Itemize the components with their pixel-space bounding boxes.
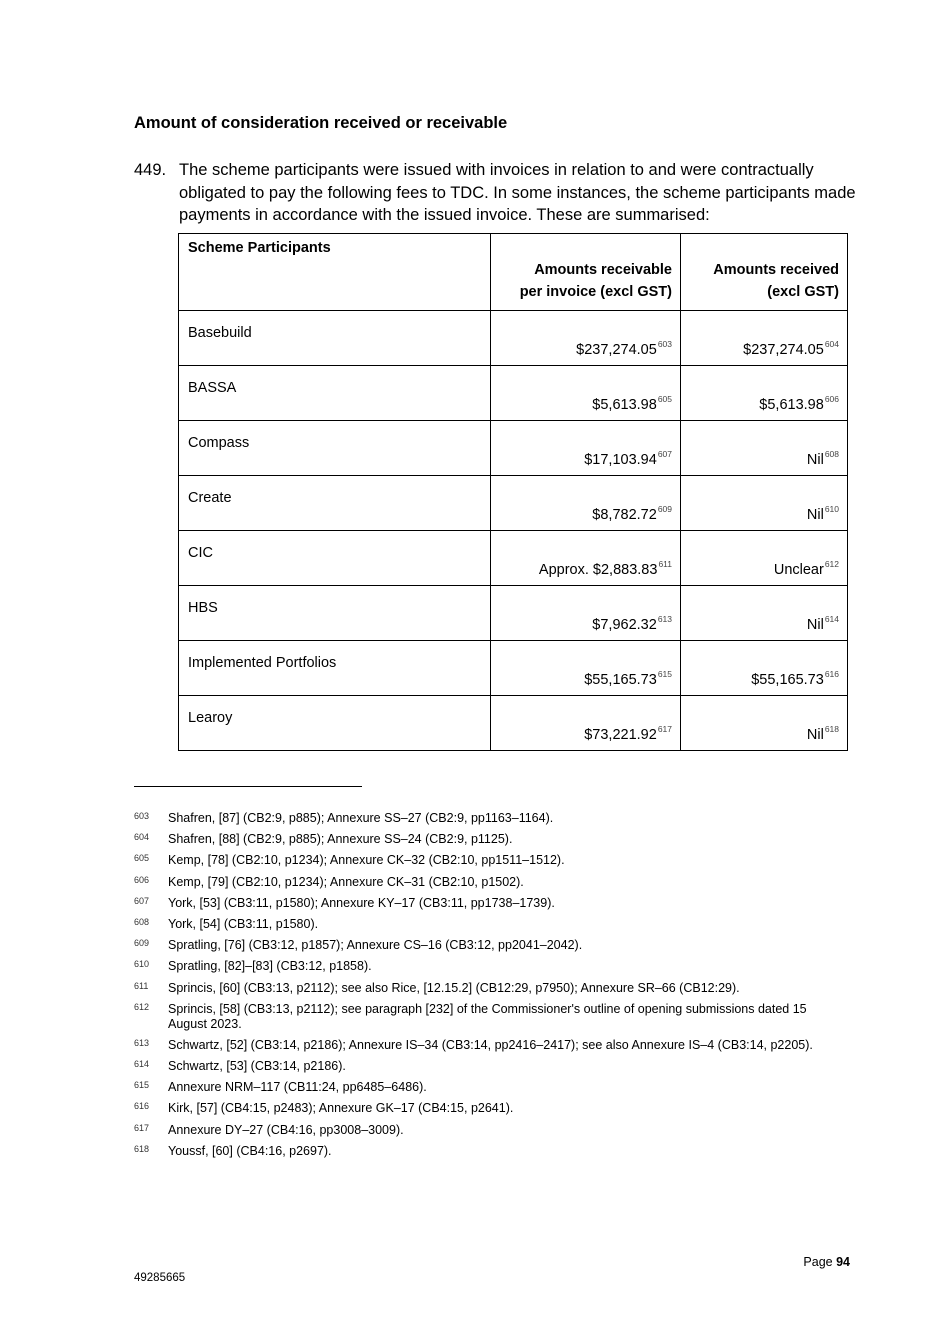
footnote-number: 618 — [134, 1143, 150, 1154]
page-label: Page — [803, 1255, 833, 1269]
participant-name — [179, 641, 491, 696]
footnote-number: 605 — [134, 853, 150, 864]
document-id: 49285665 — [134, 1272, 186, 1284]
footnote-ref[interactable]: 603 — [657, 339, 672, 349]
footnote-number: 617 — [134, 1122, 150, 1133]
footnotes-list — [134, 811, 814, 1165]
page-number — [780, 1255, 850, 1269]
participant-name-text: CIC — [188, 545, 213, 561]
footnote-text: Schwartz, [53] (CB3:14, p2186). — [168, 1059, 346, 1074]
amount-receivable — [491, 696, 681, 751]
amount-received-value: $5,613.98 — [759, 396, 824, 413]
participant-name-text: BASSA — [188, 380, 237, 396]
footnote-text: Kirk, [57] (CB4:15, p2483); Annexure GK–17 (CB4:15, p2641). — [168, 1101, 514, 1116]
footnote-text: Shafren, [87] (CB2:9, p885); Annexure SS–27 (CB2:9, pp1163–1164). — [168, 811, 554, 825]
amount-received-value: Nil — [806, 726, 824, 743]
footnote-text: Annexure DY–27 (CB4:16, pp3008–3009). — [168, 1122, 404, 1137]
participant-name — [179, 696, 491, 751]
amount-received-value: $55,165.73 — [751, 671, 824, 688]
amount-receivable-value: $7,962.32 — [592, 616, 657, 633]
header-received — [681, 234, 848, 311]
table-row — [179, 531, 848, 586]
footnote-ref[interactable]: 617 — [657, 724, 672, 734]
participant-name — [179, 586, 491, 641]
footnote-ref[interactable]: 612 — [824, 559, 839, 569]
amount-receivable-value: Approx. $2,883.83 — [538, 561, 658, 578]
amount-receivable-value: $237,274.05 — [576, 341, 657, 358]
fees-table — [178, 233, 848, 751]
footnote — [134, 1144, 814, 1159]
footnote-number: 613 — [134, 1037, 150, 1048]
amount-received — [681, 531, 848, 586]
footnote — [134, 896, 814, 911]
footnote-text: Annexure NRM–117 (CB11:24, pp6485–6486). — [168, 1080, 427, 1095]
footnote-ref[interactable]: 615 — [657, 669, 672, 679]
participant-name-text: Implemented Portfolios — [188, 655, 337, 671]
footnote — [134, 1002, 814, 1032]
header-received-line2: (excl GST) — [767, 284, 839, 300]
amount-received — [681, 586, 848, 641]
participant-name-text: Compass — [188, 435, 250, 451]
amount-received — [681, 311, 848, 366]
paragraph-number: 449. — [134, 161, 167, 179]
footnote-ref[interactable]: 608 — [824, 449, 839, 459]
footnote-ref[interactable]: 613 — [657, 614, 672, 624]
paragraph-text: The scheme participants were issued with invoices in relation to and were contractually obligated to pay the following fees to TDC. In some instances, the scheme participants made payments in accordance with the issued invoice. These are summarised: — [179, 161, 856, 224]
footnote-ref[interactable]: 610 — [824, 504, 839, 514]
footnote-text: York, [54] (CB3:11, p1580). — [168, 916, 319, 931]
amount-receivable — [491, 641, 681, 696]
table-row — [179, 696, 848, 751]
footnote — [134, 853, 814, 868]
footnote — [134, 981, 814, 996]
amount-received-value: $237,274.05 — [743, 341, 824, 358]
header-participants: Scheme Participants — [179, 234, 491, 311]
footnote — [134, 917, 814, 932]
amount-receivable-value: $55,165.73 — [584, 671, 657, 688]
footnote — [134, 1123, 814, 1138]
participant-name — [179, 421, 491, 476]
table-row — [179, 641, 848, 696]
footnote-number: 607 — [134, 895, 150, 906]
header-receivable-line1: Amounts receivable — [534, 262, 672, 278]
table-row — [179, 311, 848, 366]
header-receivable-line2: per invoice (excl GST) — [519, 284, 672, 300]
amount-received — [681, 476, 848, 531]
footnote-ref[interactable]: 606 — [824, 394, 839, 404]
amount-receivable — [491, 311, 681, 366]
footnote — [134, 832, 814, 847]
footnote-number: 609 — [134, 938, 150, 949]
footnote — [134, 938, 814, 953]
footnote-text: Sprincis, [60] (CB3:13, p2112); see also Rice, [12.15.2] (CB12:29, p7950); Annexure SR–66 (CB12:29). — [168, 980, 740, 995]
participant-name — [179, 366, 491, 421]
footnote-ref[interactable]: 604 — [824, 339, 839, 349]
footnote-ref[interactable]: 618 — [824, 724, 839, 734]
footnote-text: Schwartz, [52] (CB3:14, p2186); Annexure IS–34 (CB3:14, pp2416–2417); see also Annexure IS–4 (CB3:14, p2205). — [168, 1037, 813, 1052]
participant-name — [179, 311, 491, 366]
amount-received-value: Nil — [806, 451, 824, 468]
footnote — [134, 875, 814, 890]
participant-name-text: HBS — [188, 600, 218, 616]
footnote-number: 603 — [134, 811, 150, 821]
participant-name-text: Basebuild — [188, 325, 252, 341]
amount-receivable — [491, 586, 681, 641]
footnote-ref[interactable]: 614 — [824, 614, 839, 624]
header-received-line1: Amounts received — [713, 262, 839, 278]
amount-receivable — [491, 531, 681, 586]
participant-name — [179, 476, 491, 531]
table-row — [179, 586, 848, 641]
footnote-number: 611 — [134, 980, 149, 991]
footnote-ref[interactable]: 611 — [658, 559, 672, 569]
page-number-value: 94 — [836, 1255, 850, 1269]
table-row — [179, 421, 848, 476]
footnote — [134, 959, 814, 974]
amount-received — [681, 366, 848, 421]
footnote-text: York, [53] (CB3:11, p1580); Annexure KY–17 (CB3:11, pp1738–1739). — [168, 895, 555, 910]
footnote — [134, 1059, 814, 1074]
amount-receivable — [491, 476, 681, 531]
footnote-separator — [134, 786, 362, 787]
footnote — [134, 811, 814, 826]
footnote-number: 606 — [134, 874, 150, 885]
footnote-text: Youssf, [60] (CB4:16, p2697). — [168, 1143, 332, 1158]
footnote-text: Kemp, [79] (CB2:10, p1234); Annexure CK–31 (CB2:10, p1502). — [168, 874, 524, 889]
amount-received-value: Nil — [806, 616, 824, 633]
footnote-text: Spratling, [76] (CB3:12, p1857); Annexure CS–16 (CB3:12, pp2041–2042). — [168, 938, 583, 953]
amount-receivable-value: $73,221.92 — [584, 726, 657, 743]
footnote-text: Spratling, [82]–[83] (CB3:12, p1858). — [168, 959, 372, 974]
amount-received — [681, 421, 848, 476]
footnote-number: 612 — [134, 1001, 150, 1012]
participant-name-text: Create — [188, 490, 232, 506]
footnote-number: 604 — [134, 832, 150, 843]
amount-received-value: Unclear — [773, 561, 824, 578]
footnote-ref[interactable]: 609 — [657, 504, 672, 514]
footnote-text: Kemp, [78] (CB2:10, p1234); Annexure CK–32 (CB2:10, pp1511–1512). — [168, 853, 565, 868]
footnote-number: 610 — [134, 959, 150, 970]
amount-receivable-value: $17,103.94 — [584, 451, 657, 468]
participant-name-text: Learoy — [188, 710, 233, 726]
table-row — [179, 476, 848, 531]
footnote-number: 614 — [134, 1059, 150, 1070]
footnote — [134, 1101, 814, 1116]
amount-received-value: Nil — [806, 506, 824, 523]
amount-received — [681, 641, 848, 696]
footnote — [134, 1038, 814, 1053]
footnote — [134, 1080, 814, 1095]
header-receivable — [491, 234, 681, 311]
section-heading: Amount of consideration received or receivable — [134, 114, 508, 132]
footnote-ref[interactable]: 616 — [824, 669, 839, 679]
footnote-ref[interactable]: 607 — [657, 449, 672, 459]
footnote-text: Sprincis, [58] (CB3:13, p2112); see paragraph [232] of the Commissioner's outline of opening submissions dated 15 August 2023. — [168, 1001, 807, 1031]
amount-receivable — [491, 366, 681, 421]
table-header-row — [179, 234, 848, 311]
amount-receivable-value: $8,782.72 — [592, 506, 657, 523]
participant-name — [179, 531, 491, 586]
amount-receivable — [491, 421, 681, 476]
table-row — [179, 366, 848, 421]
footnote-number: 615 — [134, 1080, 150, 1091]
footnote-number: 608 — [134, 916, 150, 927]
footnote-text: Shafren, [88] (CB2:9, p885); Annexure SS–24 (CB2:9, p1125). — [168, 832, 513, 847]
footnote-ref[interactable]: 605 — [657, 394, 672, 404]
amount-received — [681, 696, 848, 751]
amount-receivable-value: $5,613.98 — [592, 396, 657, 413]
footnote-number: 616 — [134, 1101, 150, 1112]
